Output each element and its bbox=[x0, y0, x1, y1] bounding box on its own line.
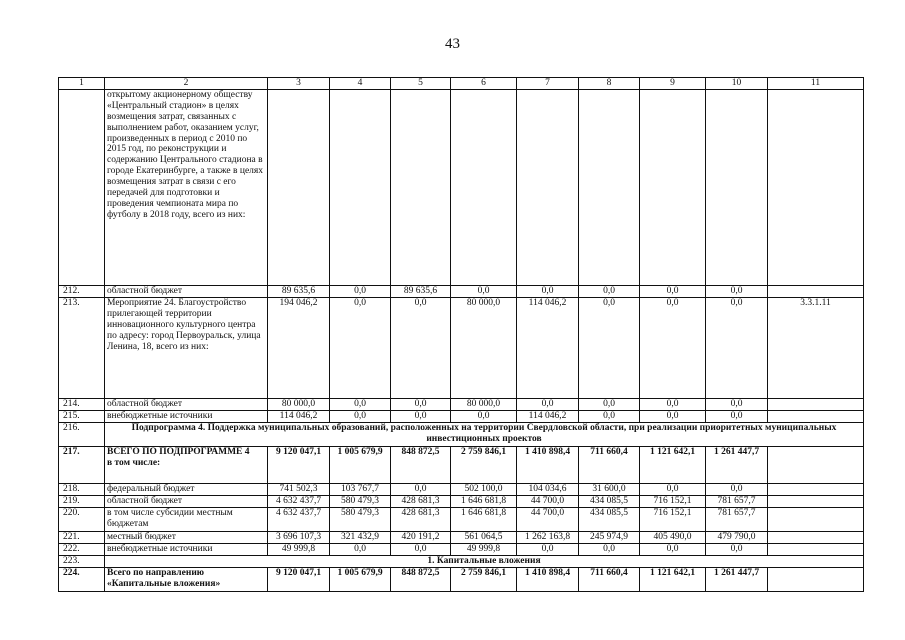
budget-table bbox=[58, 77, 864, 592]
row-name bbox=[105, 507, 268, 531]
row-name bbox=[105, 410, 268, 422]
column-number-cell: 8 bbox=[579, 78, 640, 90]
value-cell: 49 999,8 bbox=[268, 543, 330, 555]
value-cell: 1 646 681,8 bbox=[451, 495, 517, 507]
table-row bbox=[59, 543, 864, 555]
value-cell: 0,0 bbox=[391, 398, 451, 410]
row-name bbox=[105, 398, 268, 410]
column-number-cell: 11 bbox=[768, 78, 864, 90]
value-cell: 3 696 107,3 bbox=[268, 531, 330, 543]
row-name-text: внебюджетные источники bbox=[107, 543, 213, 554]
value-cell: 0,0 bbox=[517, 398, 579, 410]
value-cell: 1 410 898,4 bbox=[517, 446, 579, 483]
value-cell: 1 261 447,7 bbox=[706, 446, 768, 483]
column-number-cell: 6 bbox=[451, 78, 517, 90]
value-cell: 89 635,6 bbox=[268, 285, 330, 297]
value-cell: 80 000,0 bbox=[451, 398, 517, 410]
row-number: 214. bbox=[59, 398, 105, 410]
value-cell: 0,0 bbox=[640, 410, 706, 422]
row-name-text: Мероприятие 24. Благоустройство прилегающей территории инновационного культурного центра по адресу: город Первоуральск, улица Ленина, 18, всего из них: bbox=[107, 297, 261, 352]
value-cell: 561 064,5 bbox=[451, 531, 517, 543]
row-name bbox=[105, 446, 268, 483]
value-cell: 89 635,6 bbox=[391, 285, 451, 297]
value-cell: 0,0 bbox=[579, 398, 640, 410]
value-cell: 0,0 bbox=[391, 543, 451, 555]
value-cell: 716 152,1 bbox=[640, 507, 706, 531]
row-name bbox=[105, 495, 268, 507]
value-cell: 49 999,8 bbox=[451, 543, 517, 555]
column-number-cell: 3 bbox=[268, 78, 330, 90]
table-row bbox=[59, 567, 864, 591]
value-cell: 479 790,0 bbox=[706, 531, 768, 543]
value-cell: 1 005 679,9 bbox=[330, 567, 391, 591]
value-cell bbox=[768, 507, 864, 531]
value-cell: 0,0 bbox=[640, 543, 706, 555]
table-row bbox=[59, 483, 864, 495]
table-row bbox=[59, 297, 864, 398]
value-cell: 0,0 bbox=[640, 398, 706, 410]
value-cell: 0,0 bbox=[706, 543, 768, 555]
row-number bbox=[59, 89, 105, 285]
section-row bbox=[59, 555, 864, 567]
value-cell: 0,0 bbox=[640, 285, 706, 297]
value-cell: 1 261 447,7 bbox=[706, 567, 768, 591]
value-cell bbox=[268, 89, 330, 285]
page-number: 43 bbox=[445, 36, 460, 52]
value-cell: 2 759 846,1 bbox=[451, 567, 517, 591]
table-row bbox=[59, 446, 864, 483]
table-row bbox=[59, 410, 864, 422]
value-cell: 428 681,3 bbox=[391, 507, 451, 531]
value-cell: 1 005 679,9 bbox=[330, 446, 391, 483]
value-cell: 31 600,0 bbox=[579, 483, 640, 495]
value-cell: 580 479,3 bbox=[330, 507, 391, 531]
value-cell: 434 085,5 bbox=[579, 495, 640, 507]
value-cell: 711 660,4 bbox=[579, 567, 640, 591]
value-cell: 0,0 bbox=[579, 297, 640, 398]
column-number-row bbox=[59, 78, 864, 90]
row-name bbox=[105, 297, 268, 398]
table-row bbox=[59, 495, 864, 507]
value-cell: 0,0 bbox=[706, 483, 768, 495]
value-cell: 0,0 bbox=[706, 285, 768, 297]
row-number: 218. bbox=[59, 483, 105, 495]
value-cell: 1 410 898,4 bbox=[517, 567, 579, 591]
value-cell: 781 657,7 bbox=[706, 507, 768, 531]
value-cell bbox=[768, 567, 864, 591]
row-name-text: внебюджетные источники bbox=[107, 410, 213, 421]
column-number-cell: 10 bbox=[706, 78, 768, 90]
row-name bbox=[105, 567, 268, 591]
row-number: 224. bbox=[59, 567, 105, 591]
value-cell: 0,0 bbox=[640, 297, 706, 398]
row-name-text: местный бюджет bbox=[107, 531, 176, 542]
row-name-text: областной бюджет bbox=[107, 285, 183, 296]
section-title: Подпрограмма 4. Поддержка муниципальных образований, расположенных на территории Свердловской области, при реализации приоритетных муниципальных инвестиционных проектов bbox=[105, 422, 864, 446]
value-cell bbox=[768, 531, 864, 543]
row-name-text: Всего по направлению «Капитальные вложения» bbox=[107, 567, 221, 589]
row-name-text: федеральный бюджет bbox=[107, 483, 195, 494]
value-cell: 502 100,0 bbox=[451, 483, 517, 495]
table-row bbox=[59, 285, 864, 297]
row-number: 217. bbox=[59, 446, 105, 483]
row-number: 219. bbox=[59, 495, 105, 507]
column-number-cell: 5 bbox=[391, 78, 451, 90]
row-number: 216. bbox=[59, 422, 105, 446]
column-number-cell: 2 bbox=[105, 78, 268, 90]
value-cell: 1 262 163,8 bbox=[517, 531, 579, 543]
value-cell: 114 046,2 bbox=[517, 297, 579, 398]
value-cell: 848 872,5 bbox=[391, 567, 451, 591]
value-cell: 0,0 bbox=[391, 410, 451, 422]
column-number-cell: 9 bbox=[640, 78, 706, 90]
row-number: 215. bbox=[59, 410, 105, 422]
value-cell: 580 479,3 bbox=[330, 495, 391, 507]
value-cell: 9 120 047,1 bbox=[268, 567, 330, 591]
value-cell: 2 759 846,1 bbox=[451, 446, 517, 483]
value-cell: 716 152,1 bbox=[640, 495, 706, 507]
value-cell: 0,0 bbox=[579, 543, 640, 555]
value-cell: 0,0 bbox=[706, 297, 768, 398]
column-number-cell: 4 bbox=[330, 78, 391, 90]
value-cell: 114 046,2 bbox=[268, 410, 330, 422]
value-cell: 0,0 bbox=[391, 297, 451, 398]
row-name-text: областной бюджет bbox=[107, 495, 183, 506]
value-cell: 0,0 bbox=[451, 285, 517, 297]
value-cell: 0,0 bbox=[330, 398, 391, 410]
value-cell bbox=[768, 285, 864, 297]
value-cell bbox=[768, 543, 864, 555]
value-cell: 3.3.1.11 bbox=[768, 297, 864, 398]
row-number: 223. bbox=[59, 555, 105, 567]
value-cell bbox=[451, 89, 517, 285]
value-cell: 0,0 bbox=[391, 483, 451, 495]
value-cell: 104 034,6 bbox=[517, 483, 579, 495]
value-cell: 0,0 bbox=[517, 285, 579, 297]
value-cell: 4 632 437,7 bbox=[268, 507, 330, 531]
value-cell: 428 681,3 bbox=[391, 495, 451, 507]
table-row bbox=[59, 89, 864, 285]
row-name-text: областной бюджет bbox=[107, 398, 183, 409]
value-cell: 0,0 bbox=[640, 483, 706, 495]
value-cell bbox=[768, 483, 864, 495]
value-cell bbox=[768, 495, 864, 507]
value-cell: 1 121 642,1 bbox=[640, 567, 706, 591]
value-cell: 103 767,7 bbox=[330, 483, 391, 495]
row-name-text: в том числе субсидии местным бюджетам bbox=[107, 507, 233, 529]
value-cell: 848 872,5 bbox=[391, 446, 451, 483]
value-cell: 741 502,3 bbox=[268, 483, 330, 495]
value-cell bbox=[640, 89, 706, 285]
row-name-suffix: в том числе: bbox=[107, 457, 161, 468]
value-cell bbox=[768, 410, 864, 422]
value-cell: 321 432,9 bbox=[330, 531, 391, 543]
value-cell: 1 646 681,8 bbox=[451, 507, 517, 531]
row-name-text: открытому акционерному обществу «Центральный стадион» в целях возмещения затрат, связанных с выполнением работ, оказанием услуг, произведенных в период с 2010 по 2015 год, по реконструкции и содержанию Центрального стадиона в городе Екатеринбурге, а также в целях возмещения затрат в связи с его передачей для подготовки и проведения чемпионата мира по футболу в 2018 году, всего из них: bbox=[107, 89, 264, 220]
value-cell: 80 000,0 bbox=[451, 297, 517, 398]
value-cell: 44 700,0 bbox=[517, 507, 579, 531]
row-name bbox=[105, 89, 268, 285]
value-cell: 4 632 437,7 bbox=[268, 495, 330, 507]
value-cell: 405 490,0 bbox=[640, 531, 706, 543]
value-cell bbox=[391, 89, 451, 285]
value-cell: 0,0 bbox=[330, 543, 391, 555]
value-cell: 711 660,4 bbox=[579, 446, 640, 483]
value-cell: 80 000,0 bbox=[268, 398, 330, 410]
value-cell: 0,0 bbox=[579, 410, 640, 422]
value-cell bbox=[579, 89, 640, 285]
row-name bbox=[105, 543, 268, 555]
table-row bbox=[59, 531, 864, 543]
value-cell bbox=[706, 89, 768, 285]
row-name-text: ВСЕГО ПО ПОДПРОГРАММЕ 4 bbox=[107, 446, 250, 457]
value-cell: 0,0 bbox=[451, 410, 517, 422]
value-cell: 434 085,5 bbox=[579, 507, 640, 531]
table-row bbox=[59, 507, 864, 531]
value-cell: 44 700,0 bbox=[517, 495, 579, 507]
value-cell: 0,0 bbox=[330, 410, 391, 422]
section-title: 1. Капитальные вложения bbox=[105, 555, 864, 567]
value-cell: 0,0 bbox=[579, 285, 640, 297]
value-cell: 0,0 bbox=[517, 543, 579, 555]
value-cell: 114 046,2 bbox=[517, 410, 579, 422]
row-number: 222. bbox=[59, 543, 105, 555]
value-cell: 1 121 642,1 bbox=[640, 446, 706, 483]
row-number: 213. bbox=[59, 297, 105, 398]
row-name bbox=[105, 483, 268, 495]
value-cell: 194 046,2 bbox=[268, 297, 330, 398]
row-name bbox=[105, 531, 268, 543]
value-cell: 9 120 047,1 bbox=[268, 446, 330, 483]
column-number-cell: 7 bbox=[517, 78, 579, 90]
value-cell: 0,0 bbox=[330, 285, 391, 297]
value-cell bbox=[768, 398, 864, 410]
value-cell: 0,0 bbox=[330, 297, 391, 398]
value-cell: 0,0 bbox=[706, 410, 768, 422]
row-name bbox=[105, 285, 268, 297]
value-cell bbox=[768, 446, 864, 483]
value-cell bbox=[517, 89, 579, 285]
value-cell: 781 657,7 bbox=[706, 495, 768, 507]
column-number-cell: 1 bbox=[59, 78, 105, 90]
value-cell: 0,0 bbox=[706, 398, 768, 410]
value-cell bbox=[330, 89, 391, 285]
value-cell: 420 191,2 bbox=[391, 531, 451, 543]
section-row bbox=[59, 422, 864, 446]
row-number: 221. bbox=[59, 531, 105, 543]
value-cell bbox=[768, 89, 864, 285]
table-row bbox=[59, 398, 864, 410]
row-number: 212. bbox=[59, 285, 105, 297]
value-cell: 245 974,9 bbox=[579, 531, 640, 543]
row-number: 220. bbox=[59, 507, 105, 531]
